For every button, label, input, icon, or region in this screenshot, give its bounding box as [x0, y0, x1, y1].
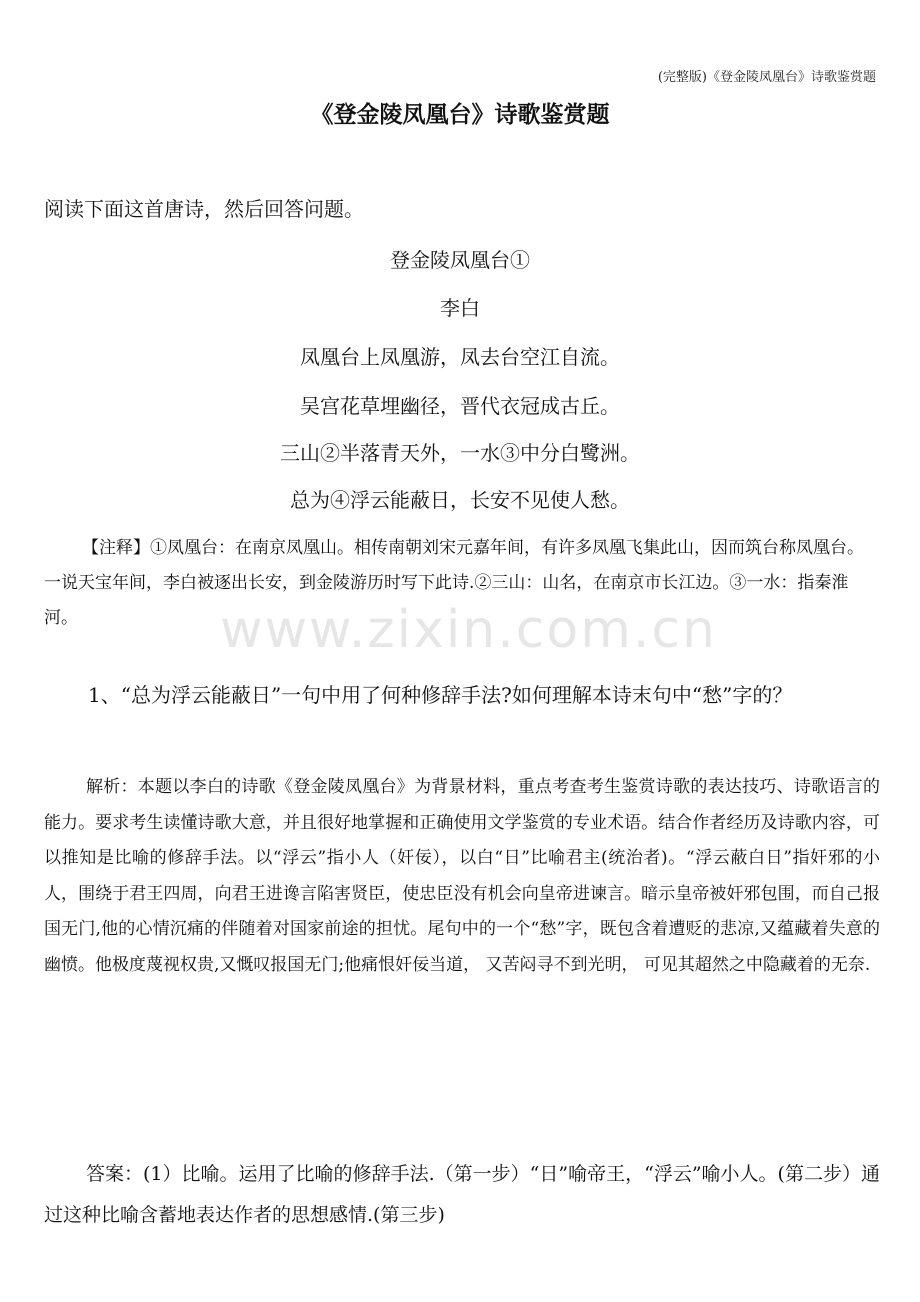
poem-line-1: 凤凰台上凤凰游，凤去台空江自流。	[300, 345, 620, 369]
poem-author: 李白	[440, 296, 480, 320]
intro-text: 阅读下面这首唐诗，然后回答问题。	[44, 197, 364, 221]
poem-title: 登金陵凤凰台①	[390, 248, 530, 272]
analysis-paragraph: 解析：本题以李白的诗歌《登金陵凤凰台》为背景材料，重点考查考生鉴赏诗歌的表达技巧、诗歌语言的能力。要求考生读懂诗歌大意，并且很好地掌握和正确使用文学鉴赏的专业术语。结合作者经历及诗歌内容，可以推知是比喻的修辞手法。以“浮云”指小人（奸佞），以白“日”比喻君主(统治者)。“浮云蔽白日”指奸邪的小人，围绕于君王四周，向君王进谗言陷害贤臣，使忠臣没有机会向皇帝进谏言。暗示皇帝被奸邪包围，而自己报国无门,他的心情沉痛的伴随着对国家前途的担忧。尾句中的一个“愁”字，既包含着遭贬的悲凉,又蕴藏着失意的幽愤。他极度蔑视权贵,又慨叹报国无门;他痛恨奸佞当道， 又苦闷寻不到光明， 可见其超然之中隐藏着的无奈.	[44, 777, 880, 975]
poem-line-4: 总为④浮云能蔽日，长安不见使人愁。	[290, 488, 630, 512]
annotation-paragraph: 【注释】①凤凰台：在南京凤凰山。相传南朝刘宋元嘉年间，有许多凤凰飞集此山，因而筑台称凤凰台。一说天宝年间，李白被逐出长安，到金陵游历时写下此诗.②三山：山名，在南京市长江边。③一水：指秦淮河。	[44, 538, 864, 628]
answer-paragraph: 答案：(1）比喻。运用了比喻的修辞手法.（第一步）“日”喻帝王，“浮云”喻小人。(第二步）通过这种比喻含蓄地表达作者的思想感情.(第三步)	[44, 1163, 880, 1226]
watermark: www.zixin.com.cn	[220, 600, 717, 660]
poem-line-3: 三山②半落青天外，一水③中分白鹭洲。	[280, 441, 640, 465]
question-paragraph: 1、“总为浮云能蔽日”一句中用了何种修辞手法?如何理解本诗末句中“愁”字的？	[88, 683, 793, 707]
running-header: (完整版)《登金陵凤凰台》诗歌鉴赏题	[657, 70, 876, 85]
poem-line-2: 吴宫花草埋幽径，晋代衣冠成古丘。	[300, 394, 620, 418]
page-title: 《登金陵凤凰台》诗歌鉴赏题	[310, 102, 610, 128]
